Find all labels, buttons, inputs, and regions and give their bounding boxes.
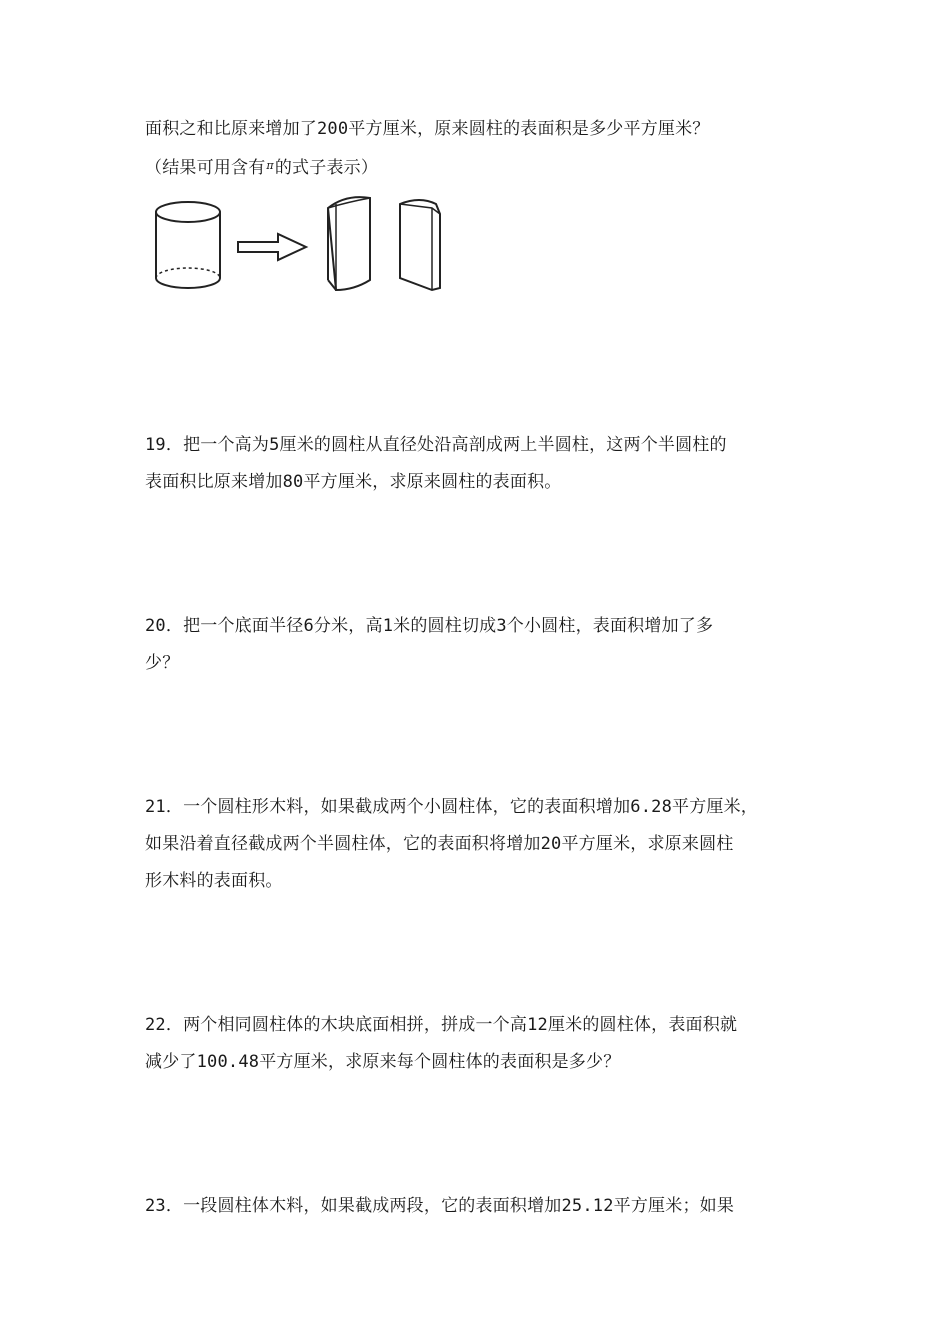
intro-line-2-after: 的式子表示） bbox=[274, 158, 379, 178]
half-cylinder-icon bbox=[400, 200, 440, 290]
question-22-line-2: 减少了100.48平方厘米，求原来每个圆柱体的表面积是多少？ bbox=[145, 1052, 621, 1072]
question-21-line-3: 形木料的表面积。 bbox=[145, 871, 283, 891]
cylinder-cut-figure bbox=[148, 190, 458, 300]
pi-symbol: π bbox=[266, 159, 274, 172]
question-20-line-1: 20．把一个底面半径6分米，高1米的圆柱切成3个小圆柱，表面积增加了多 bbox=[145, 616, 714, 636]
question-21-line-1: 21．一个圆柱形木料，如果截成两个小圆柱体，它的表面积增加6.28平方厘米， bbox=[145, 797, 759, 817]
question-19-line-1: 19．把一个高为5厘米的圆柱从直径处沿高剖成两上半圆柱，这两个半圆柱的 bbox=[145, 435, 727, 455]
cylinder-icon bbox=[156, 202, 220, 288]
question-22-line-1: 22．两个相同圆柱体的木块底面相拼，拼成一个高12厘米的圆柱体，表面积就 bbox=[145, 1015, 738, 1035]
intro-line-2-before: （结果可用含有 bbox=[145, 158, 266, 178]
question-20-line-2: 少？ bbox=[145, 653, 180, 673]
intro-line-2 bbox=[145, 155, 378, 179]
right-arrow-icon bbox=[238, 234, 306, 260]
intro-line-1: 面积之和比原来增加了200平方厘米，原来圆柱的表面积是多少平方厘米？ bbox=[145, 119, 710, 139]
question-21-line-2: 如果沿着直径截成两个半圆柱体，它的表面积将增加20平方厘米，求原来圆柱 bbox=[145, 834, 734, 854]
question-19-line-2: 表面积比原来增加80平方厘米，求原来圆柱的表面积。 bbox=[145, 472, 562, 492]
question-23-line-1: 23．一段圆柱体木料，如果截成两段，它的表面积增加25.12平方厘米；如果 bbox=[145, 1196, 735, 1216]
half-cylinder-icon bbox=[328, 197, 370, 290]
